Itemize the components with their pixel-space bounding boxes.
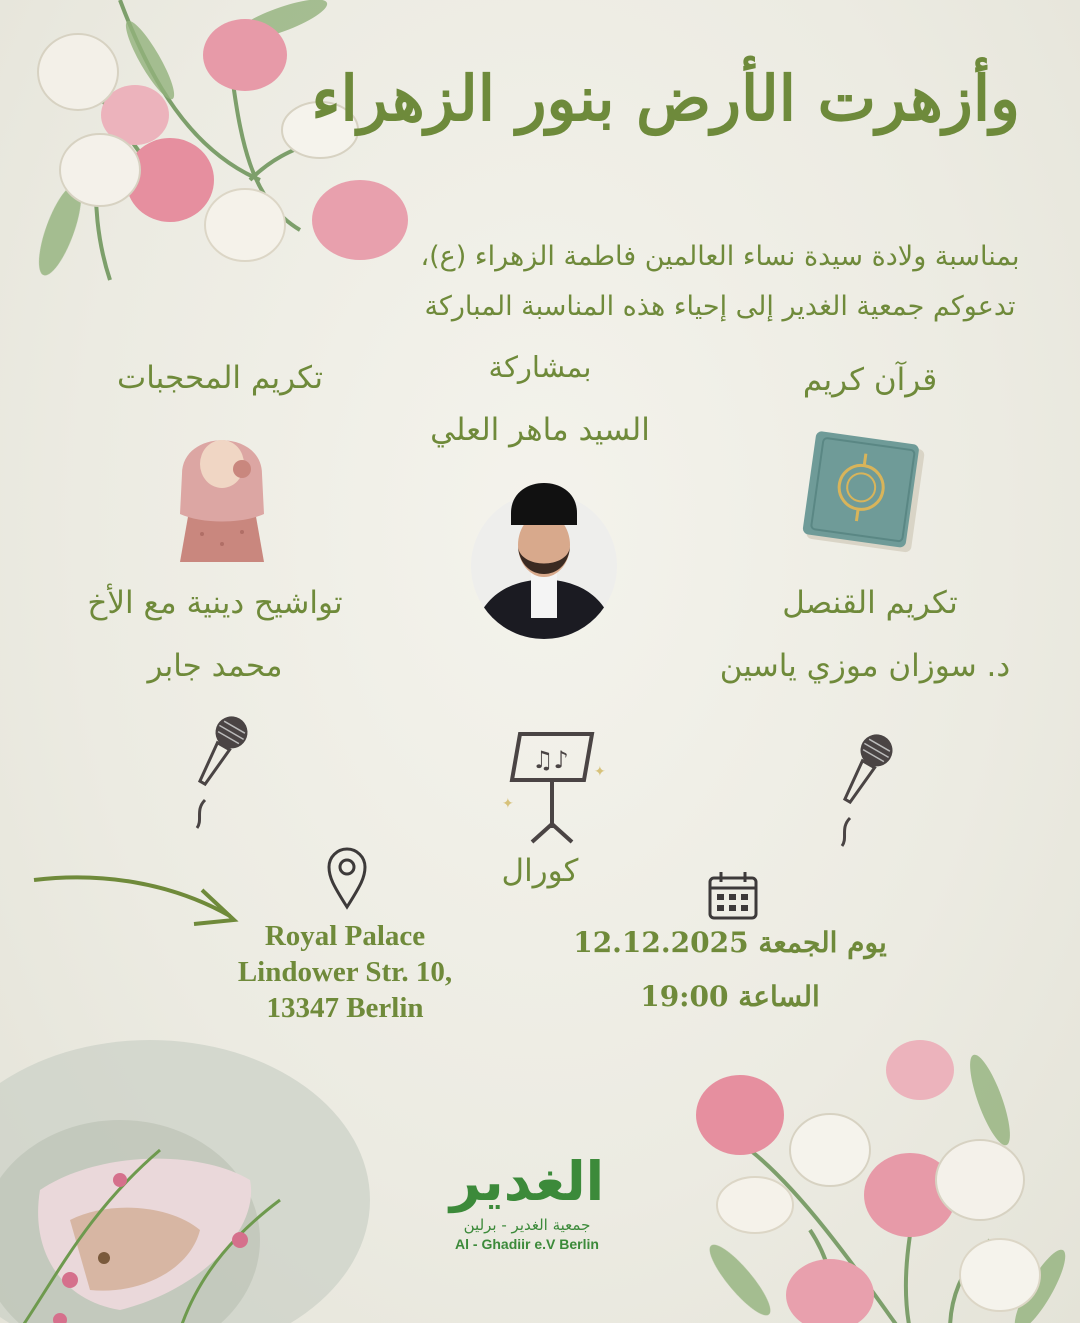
quran-book-icon bbox=[800, 436, 930, 556]
flower-icon bbox=[660, 1040, 1080, 1323]
consul-name: د. سوزان موزي ياسين bbox=[719, 648, 1011, 684]
svg-text:♫♪: ♫♪ bbox=[532, 746, 569, 774]
logo-arabic: جمعية الغدير - برلين bbox=[463, 1216, 591, 1234]
choir-label: كورال bbox=[501, 853, 579, 889]
nasheed-label: تواشيح دينية مع الأخ bbox=[87, 585, 343, 621]
logo-latin: Al - Ghadiir e.V Berlin bbox=[455, 1236, 599, 1252]
svg-text:✦: ✦ bbox=[594, 764, 606, 780]
page-title: وأزهرت الأرض بنور الزهراء bbox=[311, 62, 1020, 135]
honor-hijab-label: تكريم المحجبات bbox=[117, 360, 323, 396]
event-time: الساعة 19:00 bbox=[640, 980, 820, 1013]
event-date: يوم الجمعة 12.12.2025 bbox=[573, 926, 887, 959]
venue-line: 13347 Berlin bbox=[266, 992, 424, 1024]
location-pin-icon bbox=[325, 845, 369, 911]
organization-logo bbox=[422, 1150, 632, 1260]
flower-icon bbox=[0, 0, 420, 290]
venue-line: Royal Palace bbox=[264, 920, 426, 952]
speaker-portrait bbox=[471, 473, 617, 639]
nasheed-name: محمد جابر bbox=[147, 648, 283, 684]
music-stand-icon bbox=[500, 728, 610, 848]
quran-label: قرآن كريم bbox=[802, 362, 938, 398]
microphone-icon bbox=[830, 728, 900, 848]
honor-consul-label: تكريم القنصل bbox=[782, 585, 958, 621]
intro-line: تدعوكم جمعية الغدير إلى إحياء هذه المناسبة المباركة bbox=[424, 291, 1016, 322]
svg-text:✦: ✦ bbox=[502, 796, 514, 812]
microphone-icon bbox=[185, 710, 255, 830]
logo-mark: الغدير bbox=[449, 1150, 605, 1213]
speaker-name: السيد ماهر العلي bbox=[430, 412, 650, 448]
intro-line: بمناسبة ولادة سيدة نساء العالمين فاطمة الزهراء (ع)، bbox=[420, 241, 1020, 272]
venue-line: Lindower Str. 10, bbox=[237, 956, 453, 988]
hijab-girl-icon bbox=[172, 414, 272, 564]
intro-text bbox=[380, 232, 1060, 332]
participation-label: بمشاركة bbox=[488, 350, 592, 384]
praying-hands-illustration bbox=[0, 1030, 360, 1323]
calendar-icon bbox=[706, 870, 760, 922]
